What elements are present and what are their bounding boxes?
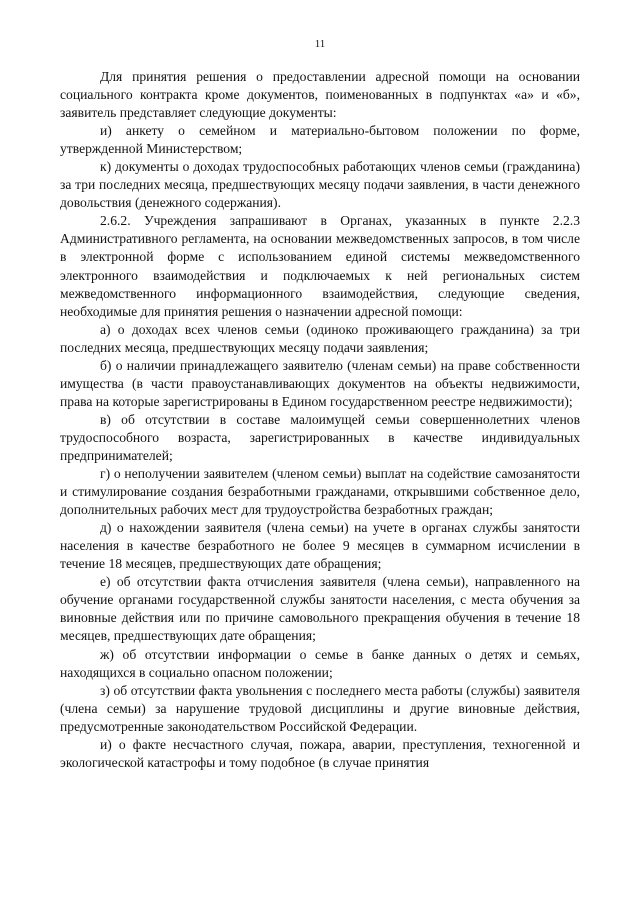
document-body <box>60 68 580 772</box>
paragraph-item-g: г) о неполучении заявителем (членом семьи) выплат на содействие самозанятости и стимулирование создания безработными гражданами, открывшими собственное дело, дополнительных рабочих мест для трудоустройства безработных граждан; <box>60 466 580 518</box>
paragraph-item-i-2: и) о факте несчастного случая, пожара, аварии, преступления, техногенной и экологической катастрофы и тому подобное (в случае принятия <box>60 736 580 770</box>
paragraph-item-e: е) об отсутствии факта отчисления заявителя (члена семьи), направленного на обучение органами государственной службы занятости населения, с места обучения за виновные действия или по причине самовольного прекращения обучения в течение 18 месяцев, предшествующих дате обращения; <box>60 574 580 644</box>
paragraph-2-6-2: 2.6.2. Учреждения запрашивают в Органах, указанных в пункте 2.2.3 Административного регламента, на основании межведомственных запросов, в том числе в электронной форме с использованием единой системы межведомственного электронного взаимодействия и подключаемых к ней региональных систем межведомственного информационного взаимодействия, следующие сведения, необходимые для принятия решения о назначении адресной помощи: <box>60 213 580 319</box>
paragraph-item-i: и) анкету о семейном и материально-бытовом положении по форме, утвержденной Министерством; <box>60 123 580 157</box>
paragraph-item-b: б) о наличии принадлежащего заявителю (членам семьи) на праве собственности имущества (в части правоустанавливающих документов на объекты недвижимости, права на которые зарегистрированы в Едином государственном реестре недвижимости); <box>60 357 580 409</box>
paragraph-intro: Для принятия решения о предоставлении адресной помощи на основании социального контракта кроме документов, поименованных в подпунктах «а» и «б», заявитель представляет следующие документы: <box>60 69 580 121</box>
paragraph-item-a: а) о доходах всех членов семьи (одиноко проживающего гражданина) за три последних месяца, предшествующих месяцу подачи заявления; <box>60 321 580 355</box>
paragraph-item-k: к) документы о доходах трудоспособных работающих членов семьи (гражданина) за три последних месяца, предшествующих месяцу подачи заявления, в части денежного довольствия (денежного содержания). <box>60 159 580 211</box>
paragraph-item-zh: ж) об отсутствии информации о семье в банке данных о детях и семьях, находящихся в социально опасном положении; <box>60 646 580 680</box>
paragraph-item-d: д) о нахождении заявителя (члена семьи) на учете в органах службы занятости населения в качестве безработного не более 9 месяцев в суммарном исчислении в течение 18 месяцев, предшествующих дате обращения; <box>60 520 580 572</box>
paragraph-item-z: з) об отсутствии факта увольнения с последнего места работы (службы) заявителя (члена семьи) за нарушение трудовой дисциплины и другие виновные действия, предусмотренные законодательством Российской Федерации. <box>60 682 580 734</box>
page-number: 11 <box>314 38 326 50</box>
paragraph-item-v: в) об отсутствии в составе малоимущей семьи совершеннолетних членов трудоспособного возраста, зарегистрированных в качестве индивидуальных предпринимателей; <box>60 411 580 463</box>
